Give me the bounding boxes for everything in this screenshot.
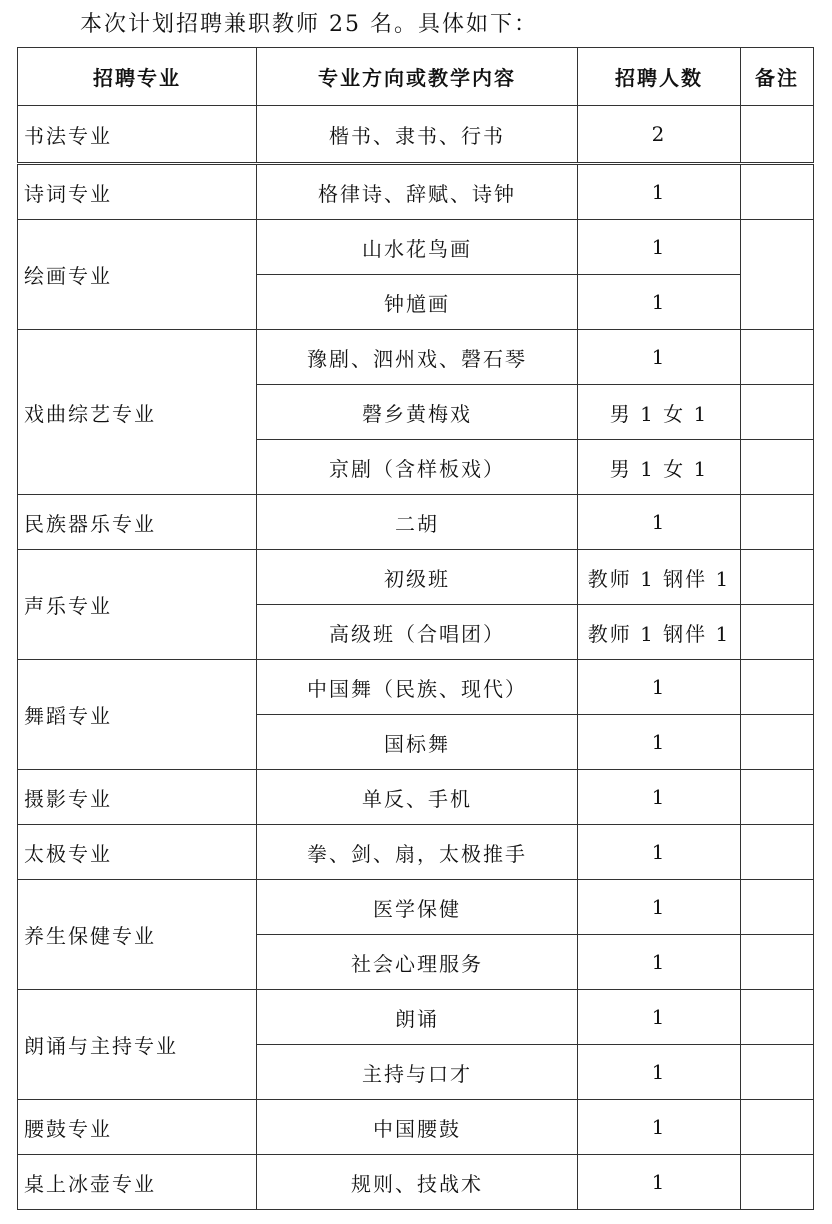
note-cell: [741, 330, 814, 385]
note-cell: [741, 660, 814, 715]
note-cell: [741, 935, 814, 990]
note-cell: [741, 495, 814, 550]
table-row: [18, 330, 814, 385]
table-row: [18, 106, 814, 164]
table-row: [18, 825, 814, 880]
major-cell: 声乐专业: [18, 550, 257, 660]
header-major: 招聘专业: [18, 48, 257, 106]
table-row: [18, 1155, 814, 1210]
major-cell: 绘画专业: [18, 220, 257, 330]
content-cell: 主持与口才: [257, 1045, 578, 1100]
count-cell: 1: [578, 220, 741, 275]
count-cell: 1: [578, 1155, 741, 1210]
content-cell: 单反、手机: [257, 770, 578, 825]
major-cell: 腰鼓专业: [18, 1100, 257, 1155]
count-cell: 1: [578, 880, 741, 935]
content-cell: 格律诗、辞赋、诗钟: [257, 164, 578, 220]
table-row: [18, 164, 814, 220]
major-cell: 太极专业: [18, 825, 257, 880]
content-cell: 钟馗画: [257, 275, 578, 330]
count-cell: 1: [578, 990, 741, 1045]
count-cell: 1: [578, 935, 741, 990]
major-cell: 戏曲综艺专业: [18, 330, 257, 495]
major-cell: 民族器乐专业: [18, 495, 257, 550]
table-row: [18, 550, 814, 605]
header-content: 专业方向或教学内容: [257, 48, 578, 106]
content-cell: 社会心理服务: [257, 935, 578, 990]
note-cell: [741, 605, 814, 660]
content-cell: 京剧（含样板戏）: [257, 440, 578, 495]
count-cell: 1: [578, 495, 741, 550]
major-cell: 桌上冰壶专业: [18, 1155, 257, 1210]
note-cell: [741, 1155, 814, 1210]
note-cell: [741, 550, 814, 605]
note-cell: [741, 770, 814, 825]
major-cell: 摄影专业: [18, 770, 257, 825]
content-cell: 磬乡黄梅戏: [257, 385, 578, 440]
recruitment-table: [17, 47, 814, 1210]
content-cell: 中国舞（民族、现代）: [257, 660, 578, 715]
content-cell: 规则、技战术: [257, 1155, 578, 1210]
content-cell: 高级班（合唱团）: [257, 605, 578, 660]
count-cell: 2: [578, 106, 741, 164]
content-cell: 医学保健: [257, 880, 578, 935]
intro-text: 本次计划招聘兼职教师 25 名。具体如下：: [80, 12, 538, 37]
header-note: 备注: [741, 48, 814, 106]
count-cell: 男 1 女 1: [578, 440, 741, 495]
major-cell: 书法专业: [18, 106, 257, 164]
note-cell: [741, 220, 814, 330]
major-cell: 诗词专业: [18, 164, 257, 220]
count-cell: 男 1 女 1: [578, 385, 741, 440]
table-row: [18, 770, 814, 825]
content-cell: 中国腰鼓: [257, 1100, 578, 1155]
content-cell: 山水花鸟画: [257, 220, 578, 275]
note-cell: [741, 106, 814, 164]
count-cell: 1: [578, 330, 741, 385]
content-cell: 二胡: [257, 495, 578, 550]
count-cell: 1: [578, 660, 741, 715]
note-cell: [741, 880, 814, 935]
content-cell: 楷书、隶书、行书: [257, 106, 578, 164]
count-cell: 1: [578, 1045, 741, 1100]
table-row: [18, 990, 814, 1045]
table-row: [18, 1100, 814, 1155]
count-cell: 教师 1 钢伴 1: [578, 550, 741, 605]
content-cell: 拳、剑、扇，太极推手: [257, 825, 578, 880]
note-cell: [741, 1045, 814, 1100]
table-row: [18, 880, 814, 935]
major-cell: 养生保健专业: [18, 880, 257, 990]
major-cell: 朗诵与主持专业: [18, 990, 257, 1100]
table-row: [18, 220, 814, 275]
note-cell: [741, 990, 814, 1045]
note-cell: [741, 385, 814, 440]
count-cell: 1: [578, 715, 741, 770]
count-cell: 1: [578, 275, 741, 330]
content-cell: 国标舞: [257, 715, 578, 770]
table-row: [18, 660, 814, 715]
header-count: 招聘人数: [578, 48, 741, 106]
note-cell: [741, 715, 814, 770]
major-cell: 舞蹈专业: [18, 660, 257, 770]
note-cell: [741, 825, 814, 880]
count-cell: 1: [578, 1100, 741, 1155]
note-cell: [741, 1100, 814, 1155]
table-row: [18, 495, 814, 550]
count-cell: 1: [578, 825, 741, 880]
note-cell: [741, 164, 814, 220]
count-cell: 1: [578, 164, 741, 220]
content-cell: 朗诵: [257, 990, 578, 1045]
count-cell: 1: [578, 770, 741, 825]
count-cell: 教师 1 钢伴 1: [578, 605, 741, 660]
note-cell: [741, 440, 814, 495]
table-header-row: [18, 48, 814, 106]
content-cell: 初级班: [257, 550, 578, 605]
content-cell: 豫剧、泗州戏、磬石琴: [257, 330, 578, 385]
